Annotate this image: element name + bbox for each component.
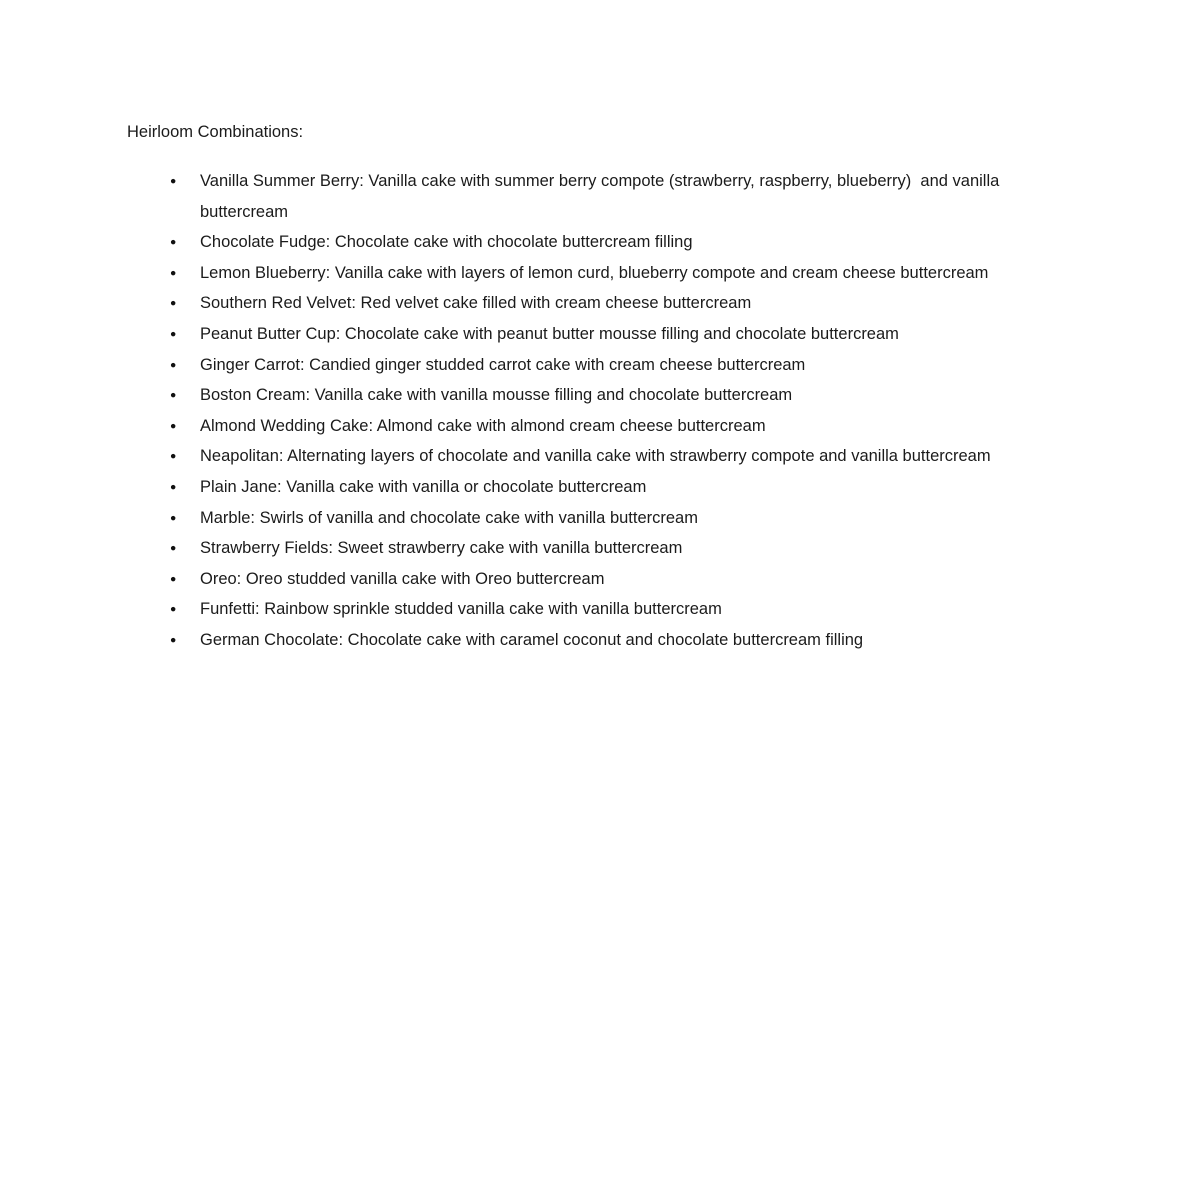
list-item — [170, 350, 1072, 381]
list-item-text: Strawberry Fields: Sweet strawberry cake with vanilla buttercream — [200, 539, 683, 558]
list-item — [170, 258, 1072, 289]
list-item — [170, 411, 1072, 442]
bullet-icon: ● — [170, 511, 177, 524]
bullet-icon: ● — [170, 480, 177, 493]
list-item-text: Chocolate Fudge: Chocolate cake with chocolate buttercream filling — [200, 233, 693, 252]
list-item-text: Peanut Butter Cup: Chocolate cake with peanut butter mousse filling and chocolate buttercream — [200, 324, 899, 343]
document-heading: Heirloom Combinations: — [127, 123, 304, 141]
list-item-text: German Chocolate: Chocolate cake with caramel coconut and chocolate buttercream filling — [200, 630, 864, 649]
list-item — [170, 564, 1072, 595]
bullet-icon: ● — [170, 633, 177, 646]
list-item-text: Vanilla Summer Berry: Vanilla cake with summer berry compote (strawberry, raspberry, blueberry) and vanilla buttercream — [200, 172, 1004, 221]
list-item — [170, 441, 1072, 472]
bullet-icon: ● — [170, 358, 177, 371]
list-item-text: Funfetti: Rainbow sprinkle studded vanilla cake with vanilla buttercream — [200, 600, 722, 619]
list-item — [170, 503, 1072, 534]
list-item — [170, 533, 1072, 564]
bullet-icon: ● — [170, 419, 177, 432]
list-item-text: Oreo: Oreo studded vanilla cake with Oreo buttercream — [200, 569, 605, 588]
list-item-text: Lemon Blueberry: Vanilla cake with layers of lemon curd, blueberry compote and cream cheese buttercream — [200, 263, 989, 282]
list-item — [170, 594, 1072, 625]
list-item-text: Boston Cream: Vanilla cake with vanilla mousse filling and chocolate buttercream — [200, 386, 793, 405]
list-item-text: Almond Wedding Cake: Almond cake with almond cream cheese buttercream — [200, 416, 766, 435]
bullet-icon: ● — [170, 327, 177, 340]
bullet-icon: ● — [170, 175, 177, 187]
bullet-icon: ● — [170, 572, 177, 585]
bullet-icon: ● — [170, 389, 177, 402]
list-item — [170, 625, 1072, 656]
list-item — [170, 380, 1072, 411]
list-item — [170, 319, 1072, 350]
list-item-text: Neapolitan: Alternating layers of chocolate and vanilla cake with strawberry compote and vanilla buttercream — [200, 447, 991, 466]
list-item — [170, 472, 1072, 503]
bullet-icon: ● — [170, 542, 177, 555]
list-item-text: Marble: Swirls of vanilla and chocolate cake with vanilla buttercream — [200, 508, 698, 527]
bullet-icon: ● — [170, 297, 177, 310]
list-item-text: Southern Red Velvet: Red velvet cake filled with cream cheese buttercream — [200, 294, 752, 313]
bullet-icon: ● — [170, 603, 177, 616]
list-item-text: Ginger Carrot: Candied ginger studded carrot cake with cream cheese buttercream — [200, 355, 806, 374]
bullet-icon: ● — [170, 236, 177, 249]
bullet-icon: ● — [170, 450, 177, 463]
combinations-list — [170, 166, 1072, 656]
list-item — [170, 227, 1072, 258]
bullet-icon: ● — [170, 266, 177, 279]
list-item — [170, 288, 1072, 319]
list-item — [170, 166, 1072, 227]
list-item-text: Plain Jane: Vanilla cake with vanilla or chocolate buttercream — [200, 477, 647, 496]
